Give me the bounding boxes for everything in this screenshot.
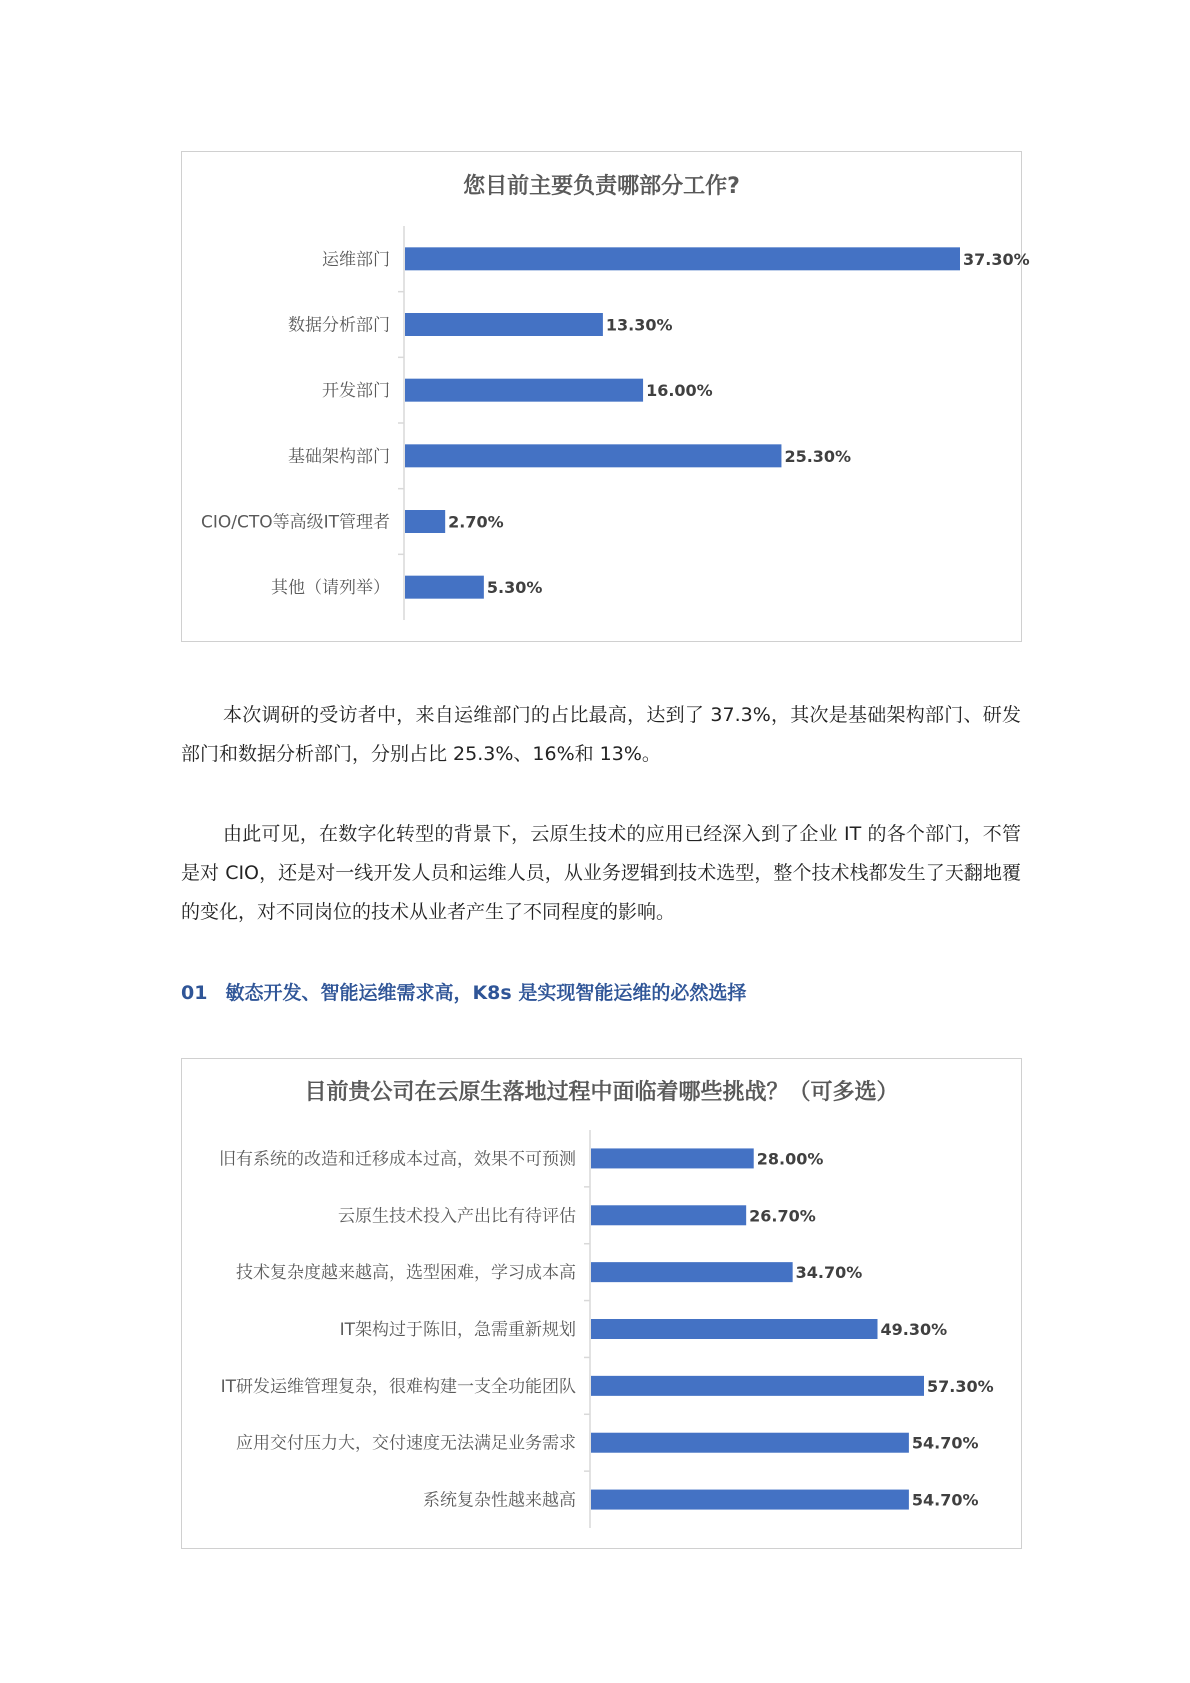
section-number: 01 (181, 982, 208, 1004)
data-label: 28.00% (756, 1149, 824, 1169)
category-label: 云原生技术投入产出比有待评估 (338, 1206, 576, 1227)
data-label: 57.30% (927, 1376, 994, 1396)
data-label: 26.70% (749, 1206, 816, 1226)
category-label: CIO/CTO等高级IT管理者 (200, 512, 390, 533)
bar (405, 313, 603, 336)
bar (591, 1376, 924, 1396)
category-label: 旧有系统的改造和迁移成本过高，效果不可预测 (219, 1149, 576, 1170)
chart-responsibilities (181, 151, 1030, 642)
data-label: 37.30% (963, 249, 1030, 269)
data-label: 16.00% (646, 381, 713, 401)
category-label: 应用交付压力大，交付速度无法满足业务需求 (236, 1433, 576, 1454)
data-label: 5.30% (486, 578, 543, 598)
bar (405, 444, 781, 467)
bar (405, 510, 445, 533)
chart-plot-area (182, 1059, 1021, 1548)
data-label: 54.70% (911, 1433, 979, 1453)
bar (591, 1148, 754, 1168)
bar (591, 1490, 909, 1510)
chart-title: 目前贵公司在云原生落地过程中面临着哪些挑战？（可多选） (304, 1080, 899, 1105)
category-label: IT架构过于陈旧，急需重新规划 (339, 1320, 576, 1340)
bar (591, 1319, 878, 1339)
category-label: 其他（请列举） (271, 578, 390, 599)
category-label: 基础架构部门 (288, 446, 390, 467)
data-label: 34.70% (795, 1263, 863, 1283)
data-label: 13.30% (605, 315, 673, 335)
category-label: 技术复杂度越来越高，选型困难，学习成本高 (236, 1263, 576, 1284)
bar (591, 1205, 746, 1225)
data-label: 54.70% (911, 1490, 979, 1510)
category-label: 开发部门 (322, 381, 390, 402)
category-label: IT研发运维管理复杂，很难构建一支全功能团队 (220, 1376, 576, 1397)
data-label: 2.70% (448, 512, 504, 532)
data-label: 49.30% (880, 1320, 948, 1339)
bar (405, 576, 484, 599)
paragraph: 由此可见，在数字化转型的背景下，云原生技术的应用已经深入到了企业 IT 的各个部门，不管是对 CIO，还是对一线开发人员和运维人员，从业务逻辑到技术选型，整个技术栈都发生了天翻地覆的变化，对不同岗位的技术从业者产生了不同程度的影响。 (181, 823, 1021, 923)
category-label: 系统复杂性越来越高 (423, 1490, 576, 1511)
data-label: 25.30% (784, 446, 852, 466)
paragraph: 本次调研的受访者中，来自运维部门的占比最高，达到了 37.3%，其次是基础架构部门、研发部门和数据分析部门，分别占比 25.3%、16%和 13%。 (181, 704, 1021, 765)
bar (405, 247, 960, 270)
bar (591, 1433, 909, 1453)
category-label: 数据分析部门 (288, 315, 390, 336)
section-heading (181, 978, 746, 1005)
category-label: 运维部门 (322, 249, 390, 270)
chart-challenges (181, 1058, 1022, 1549)
chart-title: 您目前主要负责哪部分工作? (463, 174, 740, 199)
bar (405, 379, 643, 402)
bar (591, 1262, 793, 1282)
section-title: 敏态开发、智能运维需求高，K8s 是实现智能运维的必然选择 (225, 982, 747, 1004)
chart-plot-area (182, 152, 1030, 641)
